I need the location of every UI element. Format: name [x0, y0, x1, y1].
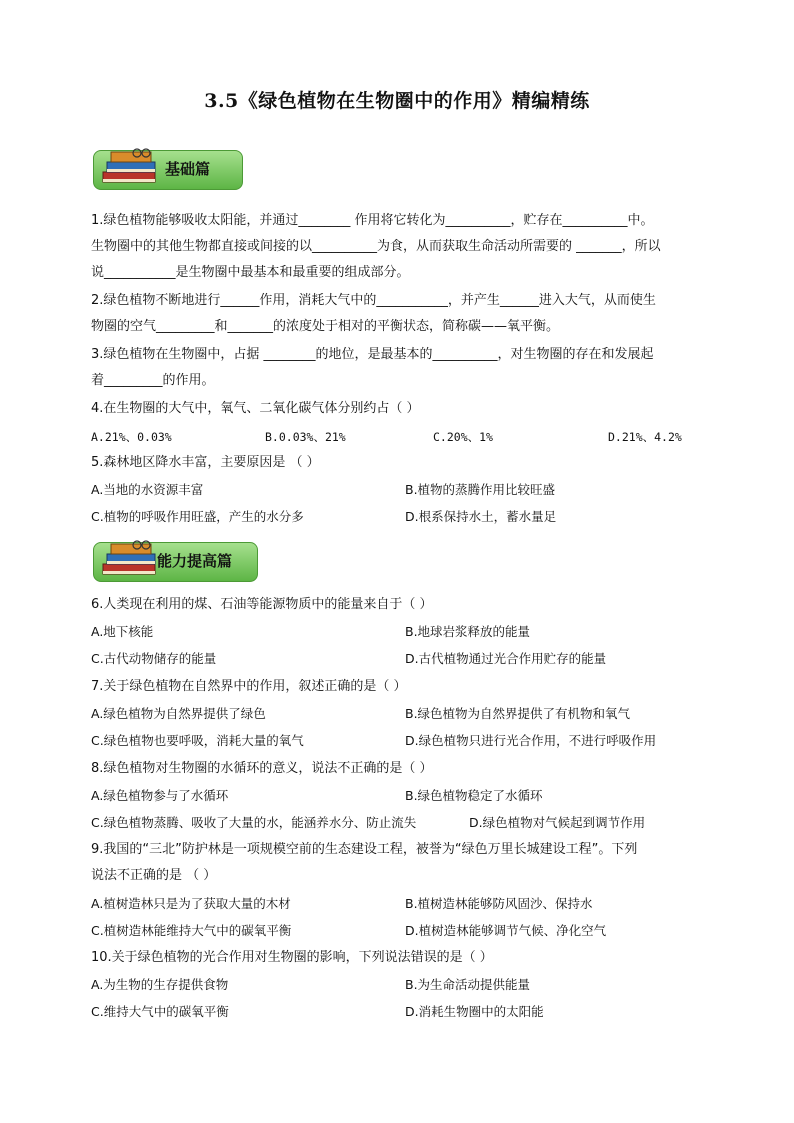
- q10-option-b: B.为生命活动提供能量: [405, 977, 531, 992]
- section-banner-advanced: [93, 540, 258, 582]
- q6-stem: 6.人类现在利用的煤、石油等能源物质中的能量来自于（ ）: [91, 597, 433, 612]
- q7-option-b: B.绿色植物为自然界提供了有机物和氧气: [405, 706, 631, 721]
- q7-option-c: C.绿色植物也要呼吸，消耗大量的氧气: [91, 733, 304, 748]
- q2-line-1: 2.绿色植物不断地进行______作用，消耗大气中的___________，并产生______进入大气，从而使生: [91, 293, 656, 308]
- q9-option-a: A.植树造林只是为了获取大量的木材: [91, 896, 291, 911]
- q8-stem: 8.绿色植物对生物圈的水循环的意义，说法不正确的是（ ）: [91, 761, 433, 776]
- q6-option-a: A.地下核能: [91, 624, 154, 639]
- q4-stem: 4.在生物圈的大气中，氧气、二氧化碳气体分别约占（ ）: [91, 401, 420, 416]
- page-title: 3.5《绿色植物在生物圈中的作用》精编精练: [204, 90, 590, 112]
- q7-option-d: D.绿色植物只进行光合作用，不进行呼吸作用: [405, 733, 657, 748]
- q4-option-d: D.21%、4.2%: [608, 430, 682, 444]
- section-title-basic: 基础篇: [165, 160, 211, 178]
- q4-option-b: B.0.03%、21%: [265, 430, 346, 444]
- q6-option-d: D.古代植物通过光合作用贮存的能量: [405, 651, 607, 666]
- q6-option-b: B.地球岩浆释放的能量: [405, 624, 531, 639]
- q4-option-a: A.21%、0.03%: [91, 430, 172, 444]
- q8-option-d: D.绿色植物对气候起到调节作用: [469, 815, 646, 830]
- q9-line-1: 9.我国的“三北”防护林是一项规模空前的生态建设工程，被誉为“绿色万里长城建设工程”。下列: [91, 842, 638, 857]
- q10-option-a: A.为生物的生存提供食物: [91, 977, 229, 992]
- q6-option-c: C.古代动物储存的能量: [91, 651, 217, 666]
- q9-line-2: 说法不正确的是 （ ）: [91, 868, 217, 883]
- q9-option-c: C.植树造林能维持大气中的碳氧平衡: [91, 923, 292, 938]
- q3-line-2: 着_________的作用。: [91, 373, 215, 388]
- q10-option-d: D.消耗生物圈中的太阳能: [405, 1004, 544, 1019]
- q10-stem: 10.关于绿色植物的光合作用对生物圈的影响，下列说法错误的是（ ）: [91, 950, 493, 965]
- q1-line-3: 说___________是生物圈中最基本和最重要的组成部分。: [91, 265, 410, 280]
- q7-stem: 7.关于绿色植物在自然界中的作用，叙述正确的是（ ）: [91, 679, 407, 694]
- q3-line-1: 3.绿色植物在生物圈中，占据 ________的地位，是最基本的__________，对生物圈的存在和发展起: [91, 347, 654, 362]
- q7-option-a: A.绿色植物为自然界提供了绿色: [91, 706, 266, 721]
- q5-option-d: D.根系保持水土，蓄水量足: [405, 509, 557, 524]
- books-icon: [99, 538, 163, 582]
- q1-line-2: 生物圈中的其他生物都直接或间接的以__________为食，从而获取生命活动所需要的 _______，所以: [91, 239, 661, 254]
- books-icon: [99, 146, 163, 190]
- q1-line-1: 1.绿色植物能够吸收太阳能，并通过________ 作用将它转化为__________，贮存在__________中。: [91, 213, 654, 228]
- q9-option-b: B.植树造林能够防风固沙、保持水: [405, 896, 593, 911]
- q4-option-c: C.20%、1%: [433, 430, 493, 444]
- q5-stem: 5.森林地区降水丰富，主要原因是 （ ）: [91, 455, 320, 470]
- q9-option-d: D.植树造林能够调节气候、净化空气: [405, 923, 607, 938]
- q5-option-c: C.植物的呼吸作用旺盛，产生的水分多: [91, 509, 304, 524]
- q8-option-b: B.绿色植物稳定了水循环: [405, 788, 543, 803]
- section-title-advanced: 能力提高篇: [157, 552, 233, 570]
- q5-option-a: A.当地的水资源丰富: [91, 482, 204, 497]
- q5-option-b: B.植物的蒸腾作用比较旺盛: [405, 482, 556, 497]
- q2-line-2: 物圈的空气_________和_______的浓度处于相对的平衡状态，简称碳——氧平衡。: [91, 319, 560, 334]
- q8-option-c: C.绿色植物蒸腾、吸收了大量的水，能涵养水分、防止流失: [91, 815, 417, 830]
- section-banner-basic: [93, 148, 243, 190]
- q10-option-c: C.维持大气中的碳氧平衡: [91, 1004, 229, 1019]
- q8-option-a: A.绿色植物参与了水循环: [91, 788, 229, 803]
